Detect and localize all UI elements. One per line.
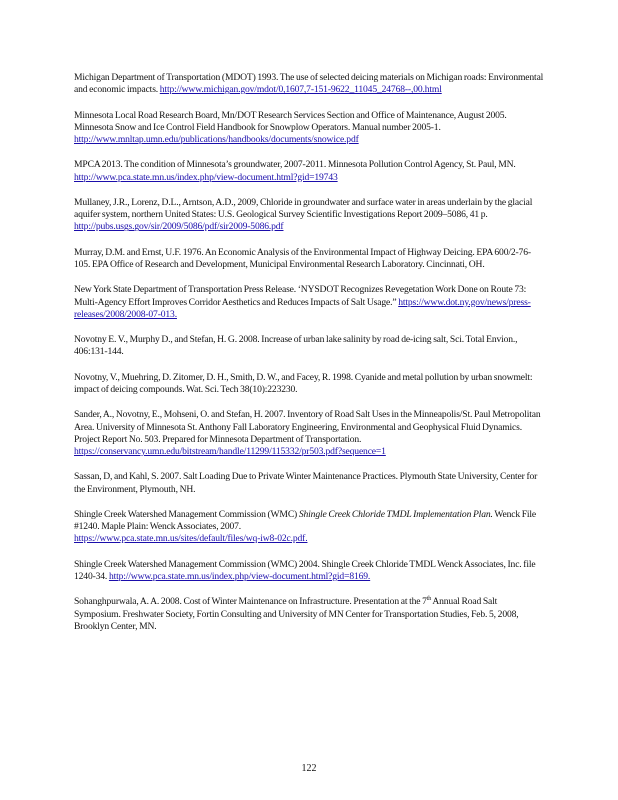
reference-text: Mullaney, J.R., Lorenz, D.L., Arntson, A.D., 2009, Chloride in groundwater and surface water in areas underlain by the glacial aquifer system, northern United States: U.S. Geological Survey Scientific Investigations Report 2009–5086, 41 p. — [74, 196, 533, 221]
reference-item — [74, 372, 544, 396]
reference-item — [74, 334, 544, 358]
reference-text: Shingle Creek Watershed Management Commission (WMC) 2004. Shingle Creek Chloride TMDL Wenck Associates, Inc. file 1240-34. — [74, 558, 536, 582]
reference-text: Minnesota Local Road Research Board, Mn/DOT Research Services Section and Office of Maintenance, August 2005. Minnesota Snow and Ice Control Field Handbook for Snowplow Operators. Manual number 2005-1. — [74, 109, 507, 133]
reference-text: Michigan Department of Transportation (MDOT) 1993. The use of selected deicing materials on Michigan roads: Environmental and economic impacts. — [74, 72, 544, 96]
reference-item — [74, 197, 544, 234]
reference-link[interactable]: http://www.mnltap.umn.edu/publications/handbooks/documents/snowice.pdf — [74, 134, 359, 145]
reference-link[interactable]: http://www.pca.state.mn.us/index.php/view-document.html?gid=19743 — [74, 171, 338, 183]
reference-item — [74, 471, 544, 495]
reference-text: Sohanghpurwala, A. A. 2008. Cost of Winter Maintenance on Infrastructure. Presentation at the 7 — [74, 596, 427, 608]
reference-link[interactable]: http://www.michigan.gov/mdot/0,1607,7-151-9622_11045_24768--,00.html — [159, 84, 442, 96]
page-number: 122 — [301, 763, 317, 774]
reference-list — [74, 72, 544, 646]
reference-text: Novotny E. V., Murphy D., and Stefan, H. G. 2008. Increase of urban lake salinity by road de-icing salt, Sci. Total Envion., 406:131-144. — [74, 334, 518, 358]
reference-item — [74, 247, 544, 271]
reference-text: Murray, D.M. and Ernst, U.F. 1976. An Economic Analysis of the Environmental Impact of Highway Deicing. EPA 600/2-76-105. EPA Office of Research and Development, Municipal Environmental Research Laboratory. Cincinnati, OH. — [74, 246, 531, 270]
reference-item — [74, 72, 544, 96]
reference-link[interactable]: https://www.dot.ny.gov/news/press-releases/2008/2008-07-013. — [74, 296, 531, 320]
reference-text: Wenck File #1240. Maple Plain: Wenck Associates, 2007. — [74, 508, 537, 533]
reference-text: Annual Road Salt Symposium. Freshwater Society, Fortin Consulting and University of MN Center for Transportation Studies, Feb. 5, 2008, Brooklyn Center, MN. — [74, 596, 519, 632]
reference-item — [74, 559, 544, 583]
reference-text: MPCA 2013. The condition of Minnesota’s groundwater, 2007-2011. Minnesota Pollution Control Agency, St. Paul, MN. — [74, 159, 516, 171]
reference-title-italic: Shingle Creek Chloride TMDL Implementation Plan. — [298, 508, 493, 520]
reference-text: Sander, A., Novotny, E., Mohseni, O. and Stefan, H. 2007. Inventory of Road Salt Uses in the Minneapolis/St. Paul Metropolitan Area. University of Minnesota St. Anthony Fall Laboratory Engineering, Environmental and Geophysical Fluid Dynamics. Project Report No. 503. Prepared for Minnesota Department of Transportation. — [74, 409, 541, 445]
reference-link[interactable]: https://conservancy.umn.edu/bitstream/handle/11299/115332/pr503.pdf?sequence=1 — [74, 445, 386, 457]
reference-text: Sassan, D, and Kahl, S. 2007. Salt Loading Due to Private Winter Maintenance Practices. Plymouth State University, Center for the Environment, Plymouth, NH. — [74, 471, 538, 495]
ordinal-suffix: th — [426, 596, 432, 603]
reference-link[interactable]: http://pubs.usgs.gov/sir/2009/5086/pdf/sir2009-5086.pdf — [74, 221, 284, 233]
reference-item — [74, 159, 544, 183]
reference-text: Novotny, V., Muehring, D. Zitomer, D. H., Smith, D. W., and Facey, R. 1998. Cyanide and metal pollution by urban snowmelt: impact of deicing compounds. Wat. Sci. Tech 38(10):223230. — [74, 371, 533, 395]
reference-item — [74, 409, 544, 458]
reference-text: New York State Department of Transportation Press Release. ‘NYSDOT Recognizes Revegetation Work Done on Route 73: Multi-Agency Effort Improves Corridor Aesthetics and Reduces Impacts of Salt Usage.” — [74, 284, 527, 308]
reference-text: Shingle Creek Watershed Management Commission (WMC) — [74, 508, 299, 520]
reference-item — [74, 596, 544, 633]
reference-link[interactable]: https://www.pca.state.mn.us/sites/default/files/wq-iw8-02c.pdf. — [74, 533, 308, 545]
reference-item — [74, 284, 544, 321]
reference-item — [74, 509, 544, 546]
reference-item — [74, 110, 544, 147]
reference-link[interactable]: http://www.pca.state.mn.us/index.php/view-document.html?gid=8169. — [108, 570, 371, 582]
